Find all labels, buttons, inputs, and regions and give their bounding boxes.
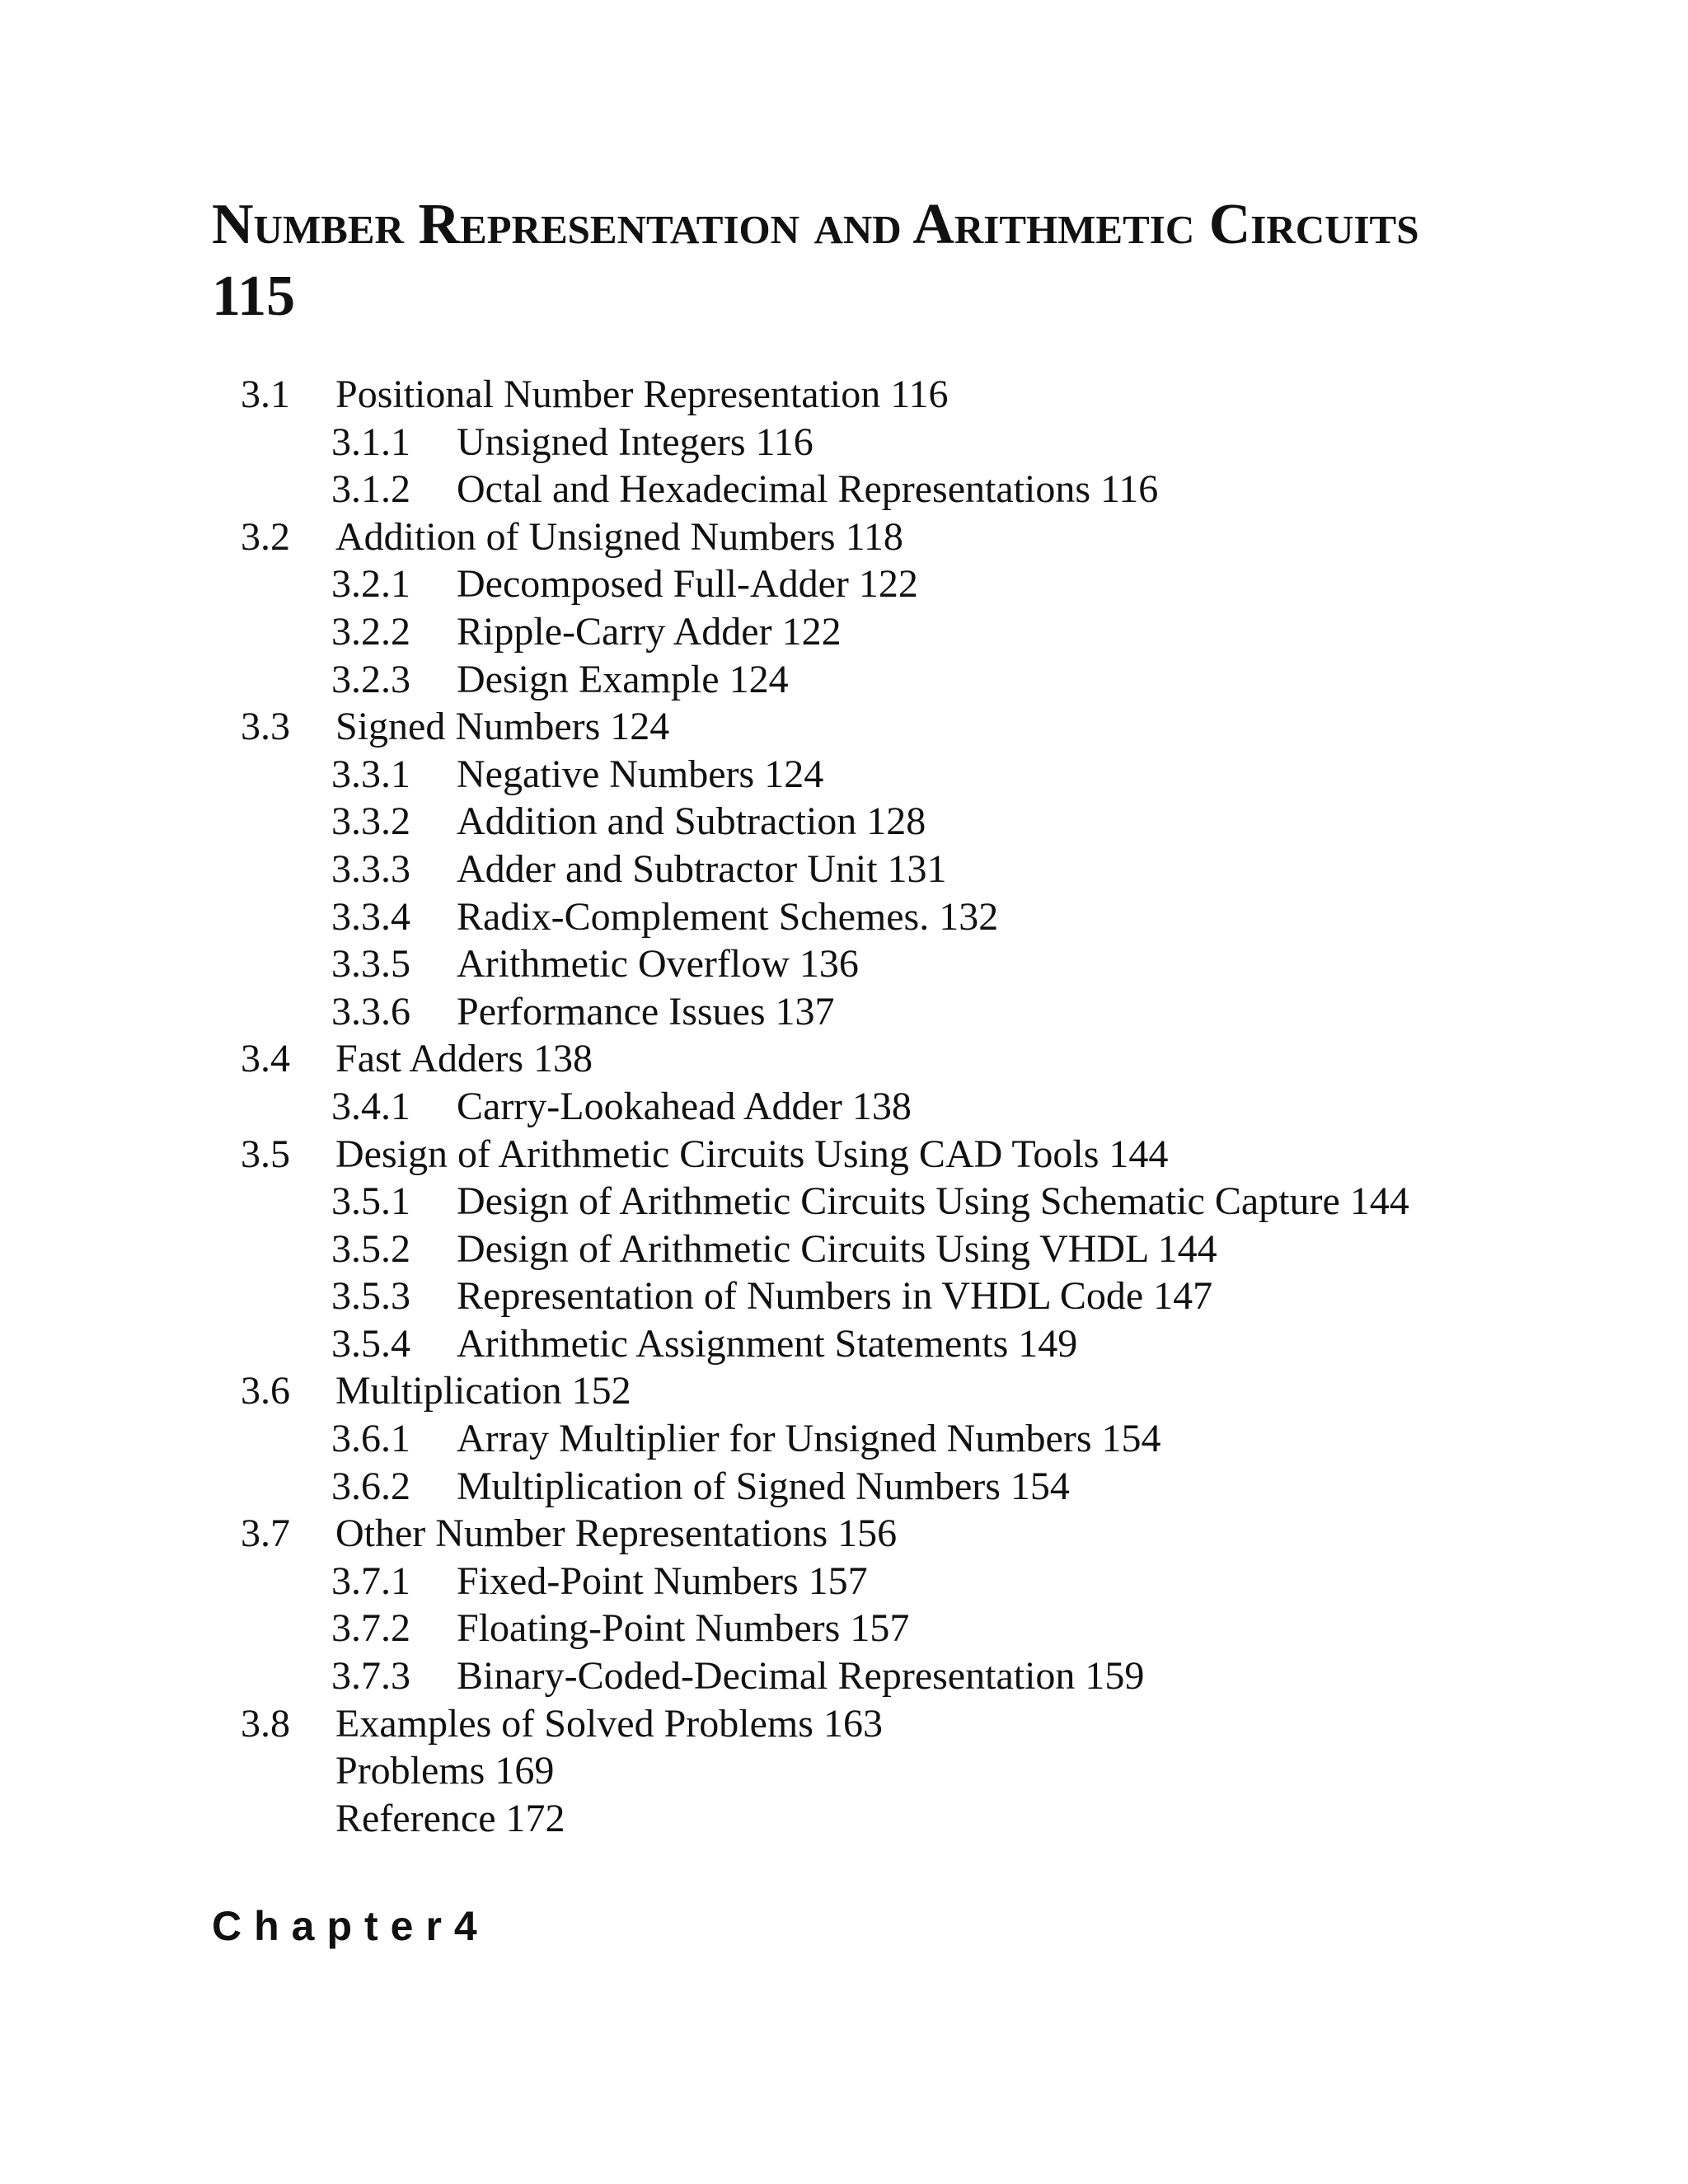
toc-entry-title: Floating-Point Numbers 157: [457, 1606, 910, 1651]
toc-entry: [0, 1131, 1688, 1179]
toc-entry: [0, 1558, 1688, 1605]
toc-entry-title: Signed Numbers 124: [335, 705, 670, 749]
toc-entry: [0, 798, 1688, 846]
toc-entry-title: Fast Adders 138: [335, 1037, 593, 1081]
toc-entry-title: Ripple-Carry Adder 122: [457, 609, 842, 654]
toc-entry-number: 3.5.2: [331, 1226, 410, 1271]
toc-entry-number: 3.3.5: [331, 942, 410, 987]
toc-entry: [0, 1178, 1688, 1226]
toc-entry-title: Adder and Subtractor Unit 131: [457, 846, 947, 891]
toc-entry-title: Positional Number Representation 116: [335, 373, 949, 416]
toc-entry-title: Negative Numbers 124: [457, 752, 824, 796]
toc-entry-number: 3.3.3: [331, 846, 410, 891]
toc-entry: [0, 988, 1688, 1036]
toc-entry-title: Array Multiplier for Unsigned Numbers 154: [457, 1417, 1161, 1461]
toc-entry: [0, 1605, 1688, 1652]
toc-entry-number: 3.4.1: [331, 1084, 410, 1128]
toc-entry: [0, 1700, 1688, 1748]
toc-entry-title: Fixed-Point Numbers 157: [457, 1558, 868, 1603]
toc-entry-number: 3.3.2: [331, 799, 410, 844]
toc-entry-number: 3.7.1: [331, 1558, 410, 1603]
toc-entry-title: Unsigned Integers 116: [457, 419, 814, 464]
toc-entry-number: 3.3.1: [331, 752, 410, 796]
toc-entry-title: Problems 169: [335, 1749, 555, 1793]
toc-entry-number: 3.2: [241, 514, 290, 559]
toc-entry-number: 3.8: [241, 1701, 290, 1746]
toc-entry: [0, 371, 1688, 419]
toc-entry-number: 3.3.4: [331, 894, 410, 939]
toc-entry-number: 3.6.1: [331, 1417, 410, 1461]
toc-entry-number: 3.1.2: [331, 467, 410, 512]
toc-entry-number: 3.5.4: [331, 1321, 410, 1366]
toc-entry-title: Reference 172: [335, 1796, 565, 1840]
toc-entry-number: 3.4: [241, 1037, 290, 1081]
toc-entry: [0, 560, 1688, 608]
next-chapter-heading: Chapter4: [212, 1903, 490, 1949]
toc-entry: [0, 466, 1688, 513]
toc-entry-number: 3.7: [241, 1511, 290, 1556]
chapter-title: Number Representation and Arithmetic Circuits: [212, 193, 1419, 256]
toc-entry: [0, 1320, 1688, 1368]
toc-entry: [0, 1463, 1688, 1511]
toc-entry-number: 3.7.2: [331, 1606, 410, 1651]
toc-entry-number: 3.5: [241, 1132, 290, 1176]
toc-entry: [0, 1510, 1688, 1558]
toc-entry-number: 3.6: [241, 1369, 290, 1413]
toc-entry: [0, 419, 1688, 466]
toc-entry: [0, 1795, 1688, 1843]
toc-entry-title: Arithmetic Overflow 136: [457, 942, 859, 987]
toc-entry-number: 3.1: [241, 373, 290, 416]
toc-entry: [0, 703, 1688, 751]
toc-entry: [0, 1083, 1688, 1131]
toc-entry: [0, 513, 1688, 561]
toc-entry-title: Decomposed Full-Adder 122: [457, 562, 918, 607]
toc-entry: [0, 1415, 1688, 1463]
toc-entry: [0, 608, 1688, 656]
toc-entry: [0, 1272, 1688, 1320]
toc-entry-title: Arithmetic Assignment Statements 149: [457, 1321, 1078, 1366]
toc-entry: [0, 893, 1688, 941]
toc-entry-title: Radix-Complement Schemes. 132: [457, 894, 999, 939]
toc-entry-number: 3.3.6: [331, 989, 410, 1033]
toc-entry-title: Representation of Numbers in VHDL Code 147: [457, 1274, 1213, 1319]
toc-entry-title: Performance Issues 137: [457, 989, 835, 1033]
toc-entry-number: 3.1.1: [331, 419, 410, 464]
toc-entry-title: Binary-Coded-Decimal Representation 159: [457, 1654, 1145, 1699]
toc-entry-title: Multiplication of Signed Numbers 154: [457, 1464, 1070, 1508]
toc-entry-number: 3.2.1: [331, 562, 410, 607]
toc-entry-number: 3.2.3: [331, 657, 410, 701]
table-of-contents: [0, 371, 1688, 1842]
chapter-page-number: 115: [212, 265, 296, 328]
toc-entry-number: 3.6.2: [331, 1464, 410, 1508]
toc-entry: [0, 1652, 1688, 1700]
toc-entry-number: 3.3: [241, 705, 290, 749]
toc-entry-title: Design of Arithmetic Circuits Using CAD Tools 144: [335, 1132, 1169, 1176]
toc-entry: [0, 656, 1688, 704]
toc-entry: [0, 1035, 1688, 1083]
toc-entry-title: Multiplication 152: [335, 1369, 631, 1413]
toc-entry-title: Addition of Unsigned Numbers 118: [335, 514, 903, 559]
toc-entry-title: Design Example 124: [457, 657, 789, 701]
toc-entry-title: Addition and Subtraction 128: [457, 799, 926, 844]
toc-entry: [0, 1747, 1688, 1795]
toc-entry: [0, 751, 1688, 799]
toc-entry-title: Design of Arithmetic Circuits Using VHDL 144: [457, 1226, 1217, 1271]
toc-entry-title: Examples of Solved Problems 163: [335, 1701, 883, 1746]
toc-entry: [0, 1367, 1688, 1415]
toc-entry-title: Design of Arithmetic Circuits Using Schematic Capture 144: [457, 1179, 1409, 1224]
toc-entry-title: Other Number Representations 156: [335, 1511, 898, 1556]
toc-entry-title: Octal and Hexadecimal Representations 116: [457, 467, 1159, 512]
toc-entry: [0, 940, 1688, 988]
toc-entry-number: 3.7.3: [331, 1654, 410, 1699]
toc-entry-title: Carry-Lookahead Adder 138: [457, 1084, 912, 1128]
toc-entry-number: 3.2.2: [331, 609, 410, 654]
toc-entry-number: 3.5.3: [331, 1274, 410, 1319]
toc-entry-number: 3.5.1: [331, 1179, 410, 1224]
toc-entry: [0, 1226, 1688, 1273]
toc-entry: [0, 846, 1688, 893]
